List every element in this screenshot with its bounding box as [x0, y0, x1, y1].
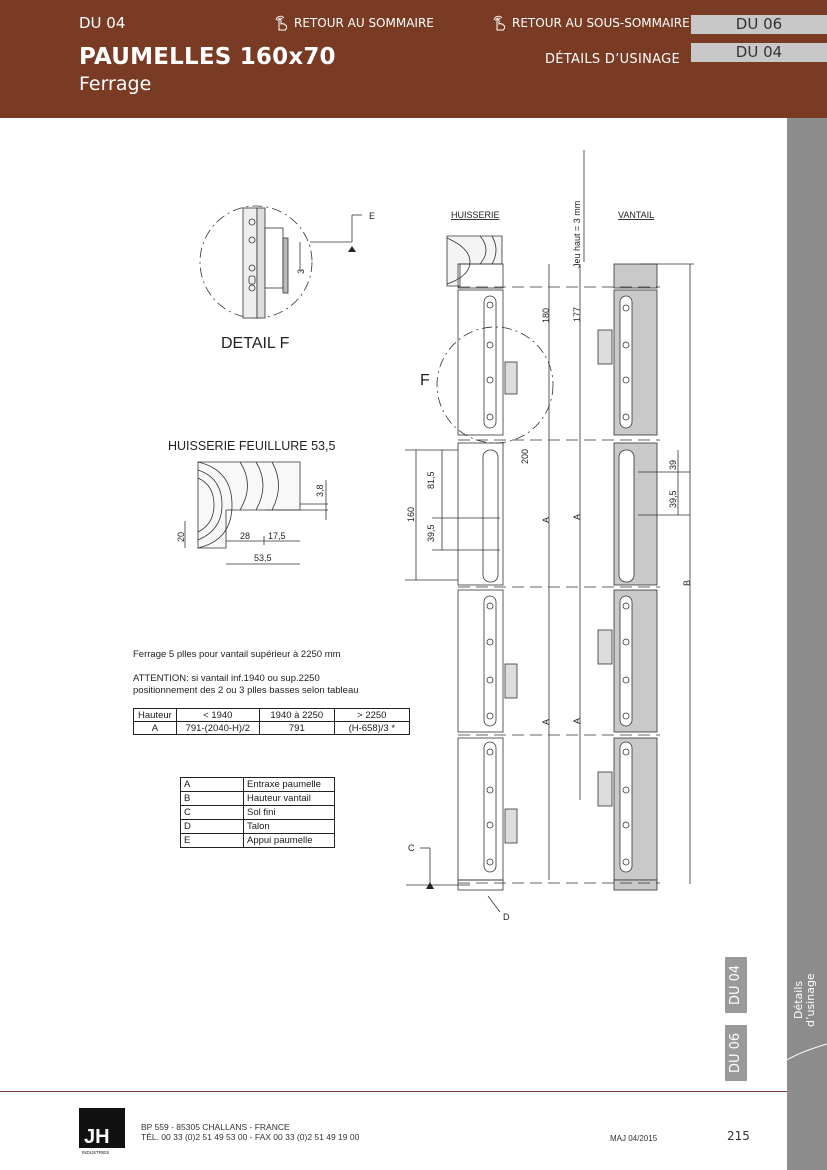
- retour-sous-sommaire-label: RETOUR AU SOUS-SOMMAIRE: [512, 16, 690, 30]
- table-cell: 1940 à 2250: [259, 709, 334, 722]
- svg-text:JH: JH: [84, 1126, 110, 1148]
- address-line-1: BP 559 - 85305 CHALLANS - FRANCE: [141, 1122, 290, 1132]
- dim-28: 28: [240, 531, 251, 541]
- dim-177: 177: [572, 306, 582, 322]
- legend-value: Entraxe paumelle: [244, 778, 335, 792]
- label-b: B: [682, 579, 692, 586]
- table-cell: > 2250: [334, 709, 409, 722]
- page-number: 215: [727, 1129, 750, 1143]
- page-title: PAUMELLES 160x70: [79, 44, 336, 70]
- dim-53-5: 53,5: [254, 553, 272, 563]
- table-cell: (H-658)/3 *: [334, 722, 409, 735]
- note-ferrage: Ferrage 5 plles pour vantail supérieur à 2250 mm: [133, 649, 341, 660]
- update-date: MAJ 04/2015: [610, 1134, 658, 1143]
- legend-key: E: [181, 834, 244, 848]
- page-subtitle: Ferrage: [79, 73, 152, 95]
- label-a-3: A: [541, 718, 551, 725]
- legend-key: C: [181, 806, 244, 820]
- legend-value: Appui paumelle: [244, 834, 335, 848]
- address-line-2: TÉL. 00 33 (0)2 51 49 53 00 - FAX 00 33 (0)2 51 49 19 00: [141, 1132, 360, 1142]
- tab-du06[interactable]: DU 06: [691, 15, 827, 34]
- legend-value: Talon: [244, 820, 335, 834]
- label-f: F: [420, 372, 430, 389]
- huisserie-label: HUISSERIE: [451, 210, 500, 220]
- label-c: C: [408, 843, 415, 853]
- jeu-haut-label: Jeu haut = 3 mm: [572, 200, 582, 268]
- dim-160: 160: [406, 506, 416, 522]
- note-attention-2: positionnement des 2 ou 3 plles basses selon tableau: [133, 685, 359, 696]
- legend-key: A: [181, 778, 244, 792]
- table-cell: 791-(2040-H)/2: [176, 722, 259, 735]
- svg-text:INDUSTRIES: INDUSTRIES: [82, 1150, 110, 1155]
- dim-3-8: 3,8: [315, 484, 325, 497]
- label-e: E: [369, 211, 376, 221]
- dim-39: 39: [668, 459, 678, 470]
- dim-20: 20: [176, 531, 186, 542]
- table-cell: 791: [259, 722, 334, 735]
- note-attention-1: ATTENTION: si vantail inf.1940 ou sup.2250: [133, 673, 320, 684]
- dim-17-5: 17,5: [268, 531, 286, 541]
- label-a-1: A: [541, 516, 551, 523]
- dim-39-5-right: 39,5: [668, 490, 678, 508]
- legend-key: D: [181, 820, 244, 834]
- sidebar-tab-du04[interactable]: DU 04: [725, 957, 747, 1013]
- label-a-2: A: [572, 513, 582, 520]
- table-cell: Hauteur: [134, 709, 177, 722]
- legend-value: Sol fini: [244, 806, 335, 820]
- table-cell: < 1940: [176, 709, 259, 722]
- label-d: D: [503, 912, 510, 922]
- retour-sommaire-label: RETOUR AU SOMMAIRE: [294, 16, 434, 30]
- dim-180: 180: [541, 307, 551, 323]
- legend-value: Hauteur vantail: [244, 792, 335, 806]
- sidebar-tab-du06[interactable]: DU 06: [725, 1025, 747, 1081]
- document-code: DU 04: [79, 14, 126, 32]
- section-title: DÉTAILS D’USINAGE: [544, 52, 680, 67]
- dim-3: 3: [296, 268, 306, 274]
- sidebar-label: Détails d’usinage: [792, 973, 817, 1027]
- dim-39-5-left: 39,5: [426, 524, 436, 542]
- legend-key: B: [181, 792, 244, 806]
- dim-200: 200: [520, 448, 530, 464]
- label-a-4: A: [572, 717, 582, 724]
- table-cell: A: [134, 722, 177, 735]
- detail-f-label: DETAIL F: [221, 335, 290, 352]
- company-address: [141, 1122, 359, 1142]
- tab-du04[interactable]: DU 04: [691, 43, 827, 62]
- vantail-label: VANTAIL: [618, 210, 655, 220]
- dim-81-5: 81,5: [426, 471, 436, 489]
- huisserie-feuillure-label: HUISSERIE FEUILLURE 53,5: [168, 439, 336, 453]
